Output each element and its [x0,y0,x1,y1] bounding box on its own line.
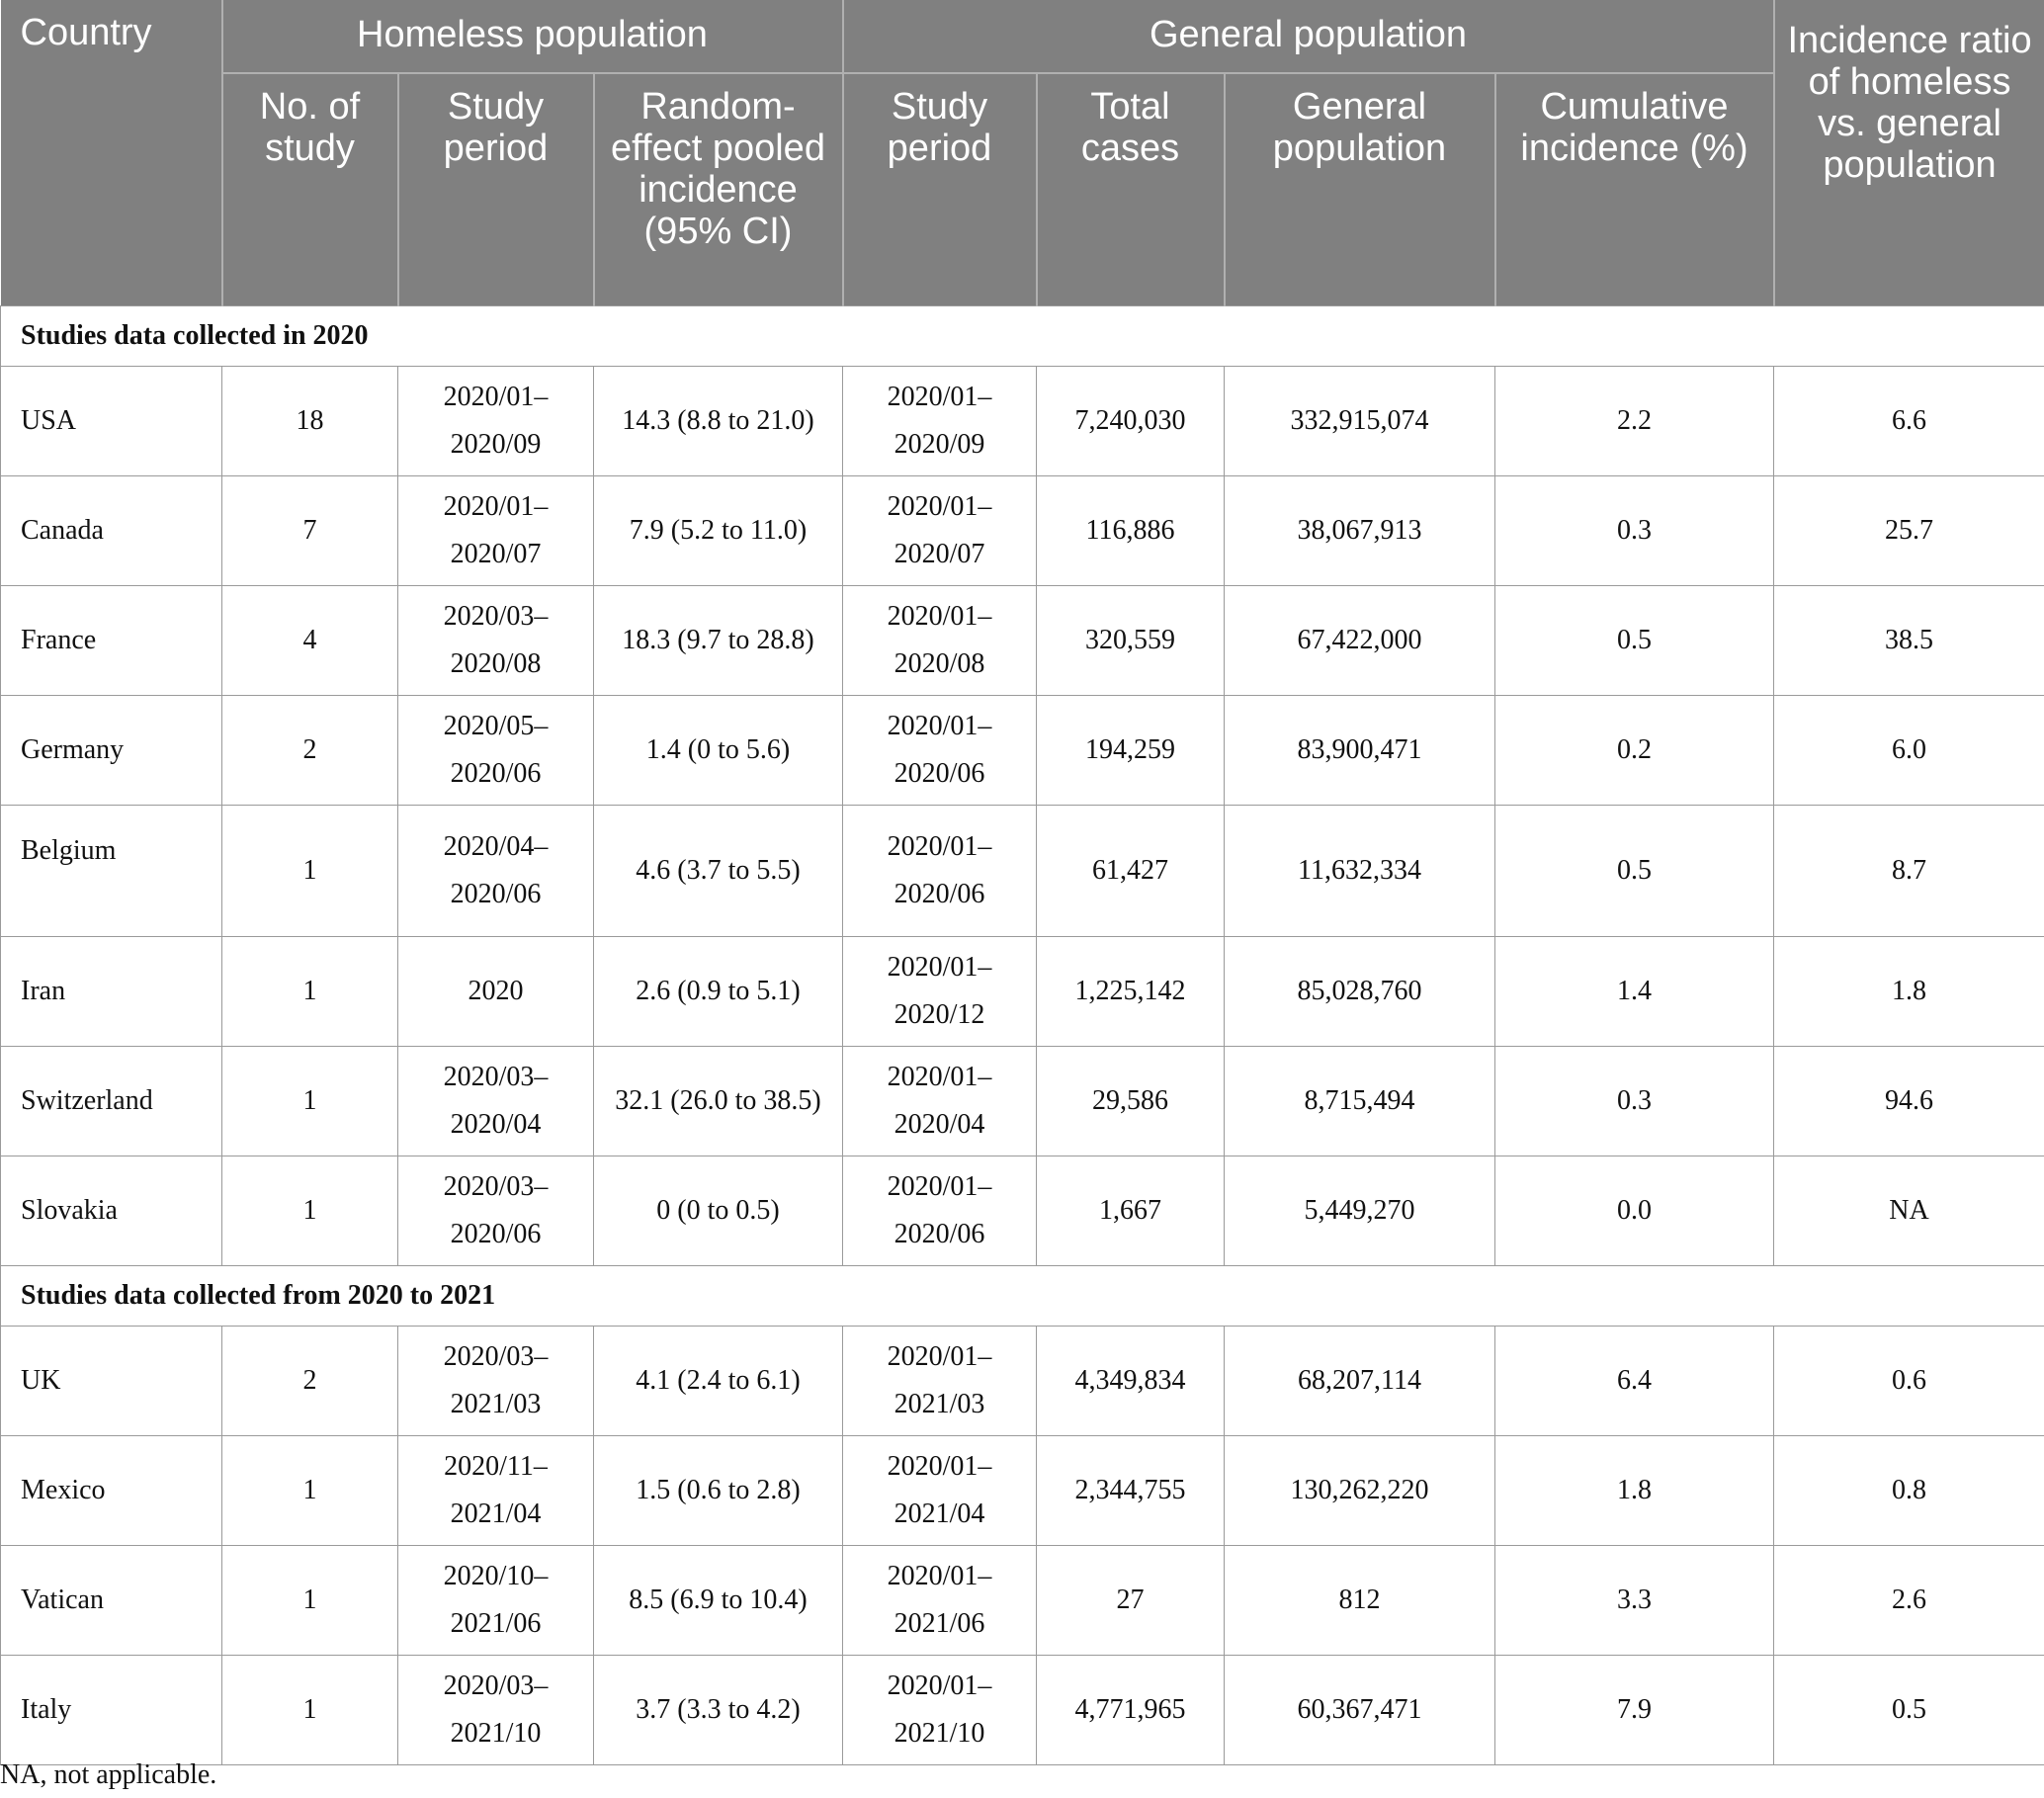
cell-pooled-incidence: 0 (0 to 0.5) [594,1156,843,1265]
cell-no-of-study: 2 [222,1326,398,1435]
cell-general-population: 5,449,270 [1225,1156,1495,1265]
cell-no-of-study: 1 [222,805,398,936]
cell-homeless-study-period: 2020 [398,936,594,1046]
cell-homeless-study-period: 2020/03– 2021/03 [398,1326,594,1435]
cell-general-study-period: 2020/01– 2021/03 [843,1326,1037,1435]
cell-general-study-period: 2020/01– 2020/06 [843,695,1037,805]
footnote: NA, not applicable. [0,1759,217,1790]
cell-pooled-incidence: 7.9 (5.2 to 11.0) [594,475,843,585]
cell-cumulative-incidence: 0.3 [1495,1046,1774,1156]
cell-no-of-study: 1 [222,1156,398,1265]
cell-pooled-incidence: 4.6 (3.7 to 5.5) [594,805,843,936]
cell-homeless-study-period: 2020/03– 2020/08 [398,585,594,695]
cell-total-cases: 320,559 [1037,585,1225,695]
section-header-row [1,1265,2044,1326]
cell-incidence-ratio: 0.8 [1774,1435,2044,1545]
table-row [1,1545,2044,1655]
cell-cumulative-incidence: 0.0 [1495,1156,1774,1265]
section-title: Studies data collected from 2020 to 2021 [1,1265,2044,1326]
cell-country: Iran [1,936,222,1046]
cell-homeless-study-period: 2020/01– 2020/09 [398,366,594,475]
header-pooled-incidence: Random-effect pooled incidence (95% CI) [594,73,843,305]
section-title: Studies data collected in 2020 [1,305,2044,366]
table-row [1,805,2044,936]
cell-country: Germany [1,695,222,805]
table-row [1,1046,2044,1156]
cell-homeless-study-period: 2020/11– 2021/04 [398,1435,594,1545]
cell-incidence-ratio: 8.7 [1774,805,2044,936]
cell-cumulative-incidence: 1.8 [1495,1435,1774,1545]
header-total-cases: Total cases [1037,73,1225,305]
cell-total-cases: 29,586 [1037,1046,1225,1156]
cell-total-cases: 1,225,142 [1037,936,1225,1046]
table-row [1,1326,2044,1435]
cell-country: Mexico [1,1435,222,1545]
cell-pooled-incidence: 1.5 (0.6 to 2.8) [594,1435,843,1545]
cell-general-population: 332,915,074 [1225,366,1495,475]
cell-general-population: 38,067,913 [1225,475,1495,585]
cell-no-of-study: 1 [222,1655,398,1764]
table-row [1,936,2044,1046]
cell-country: UK [1,1326,222,1435]
header-homeless-study-period: Study period [398,73,594,305]
cell-no-of-study: 1 [222,1435,398,1545]
cell-incidence-ratio: 38.5 [1774,585,2044,695]
cell-general-population: 812 [1225,1545,1495,1655]
cell-homeless-study-period: 2020/04– 2020/06 [398,805,594,936]
cell-general-study-period: 2020/01– 2020/06 [843,805,1037,936]
cell-general-population: 68,207,114 [1225,1326,1495,1435]
cell-general-population: 83,900,471 [1225,695,1495,805]
cell-general-study-period: 2020/01– 2021/06 [843,1545,1037,1655]
header-homeless-population: Homeless population [222,0,843,73]
cell-no-of-study: 18 [222,366,398,475]
cell-homeless-study-period: 2020/10– 2021/06 [398,1545,594,1655]
header-no-of-study: No. of study [222,73,398,305]
cell-pooled-incidence: 14.3 (8.8 to 21.0) [594,366,843,475]
cell-incidence-ratio: 2.6 [1774,1545,2044,1655]
cell-cumulative-incidence: 6.4 [1495,1326,1774,1435]
cell-incidence-ratio: 1.8 [1774,936,2044,1046]
cell-general-population: 67,422,000 [1225,585,1495,695]
cell-general-study-period: 2020/01– 2020/09 [843,366,1037,475]
cell-homeless-study-period: 2020/03– 2020/06 [398,1156,594,1265]
section-header-row [1,305,2044,366]
cell-total-cases: 4,771,965 [1037,1655,1225,1764]
cell-total-cases: 27 [1037,1545,1225,1655]
cell-country: Switzerland [1,1046,222,1156]
table-body [1,305,2044,1764]
cell-no-of-study: 1 [222,936,398,1046]
cell-no-of-study: 4 [222,585,398,695]
cell-country: Slovakia [1,1156,222,1265]
cell-homeless-study-period: 2020/05– 2020/06 [398,695,594,805]
cell-total-cases: 116,886 [1037,475,1225,585]
cell-incidence-ratio: 94.6 [1774,1046,2044,1156]
cell-total-cases: 61,427 [1037,805,1225,936]
cell-general-population: 85,028,760 [1225,936,1495,1046]
cell-cumulative-incidence: 0.3 [1495,475,1774,585]
header-incidence-ratio: Incidence ratio of homeless vs. general population [1774,0,2044,305]
cell-no-of-study: 7 [222,475,398,585]
cell-cumulative-incidence: 7.9 [1495,1655,1774,1764]
header-cumulative-incidence: Cumulative incidence (%) [1495,73,1774,305]
cell-country: France [1,585,222,695]
cell-general-population: 11,632,334 [1225,805,1495,936]
table-row [1,1156,2044,1265]
cell-general-population: 60,367,471 [1225,1655,1495,1764]
cell-general-study-period: 2020/01– 2020/07 [843,475,1037,585]
cell-total-cases: 2,344,755 [1037,1435,1225,1545]
cell-incidence-ratio: 6.6 [1774,366,2044,475]
table-row [1,585,2044,695]
header-general-population: General population [843,0,1774,73]
header-general-study-period: Study period [843,73,1037,305]
cell-pooled-incidence: 32.1 (26.0 to 38.5) [594,1046,843,1156]
cell-pooled-incidence: 4.1 (2.4 to 6.1) [594,1326,843,1435]
cell-general-population: 130,262,220 [1225,1435,1495,1545]
header-general-population-count: General population [1225,73,1495,305]
cell-cumulative-incidence: 0.5 [1495,805,1774,936]
cell-general-study-period: 2020/01– 2021/04 [843,1435,1037,1545]
cell-general-study-period: 2020/01– 2020/12 [843,936,1037,1046]
cell-cumulative-incidence: 3.3 [1495,1545,1774,1655]
cell-general-study-period: 2020/01– 2020/04 [843,1046,1037,1156]
cell-cumulative-incidence: 1.4 [1495,936,1774,1046]
cell-no-of-study: 1 [222,1545,398,1655]
cell-pooled-incidence: 8.5 (6.9 to 10.4) [594,1545,843,1655]
cell-general-study-period: 2020/01– 2021/10 [843,1655,1037,1764]
cell-country: Vatican [1,1545,222,1655]
cell-pooled-incidence: 1.4 (0 to 5.6) [594,695,843,805]
cell-total-cases: 4,349,834 [1037,1326,1225,1435]
table-row [1,1435,2044,1545]
cell-no-of-study: 1 [222,1046,398,1156]
cell-homeless-study-period: 2020/03– 2020/04 [398,1046,594,1156]
cell-country: Belgium [1,805,222,936]
cell-incidence-ratio: 0.5 [1774,1655,2044,1764]
cell-general-study-period: 2020/01– 2020/08 [843,585,1037,695]
cell-pooled-incidence: 18.3 (9.7 to 28.8) [594,585,843,695]
cell-incidence-ratio: 6.0 [1774,695,2044,805]
cell-incidence-ratio: 0.6 [1774,1326,2044,1435]
table-header [1,0,2044,305]
cell-cumulative-incidence: 0.2 [1495,695,1774,805]
table-row [1,695,2044,805]
cell-country: Canada [1,475,222,585]
cell-homeless-study-period: 2020/03– 2021/10 [398,1655,594,1764]
cell-total-cases: 1,667 [1037,1156,1225,1265]
cell-pooled-incidence: 2.6 (0.9 to 5.1) [594,936,843,1046]
cell-country: USA [1,366,222,475]
cell-cumulative-incidence: 0.5 [1495,585,1774,695]
cell-incidence-ratio: NA [1774,1156,2044,1265]
table-row [1,475,2044,585]
cell-total-cases: 7,240,030 [1037,366,1225,475]
cell-general-population: 8,715,494 [1225,1046,1495,1156]
cell-general-study-period: 2020/01– 2020/06 [843,1156,1037,1265]
cell-total-cases: 194,259 [1037,695,1225,805]
table-row [1,366,2044,475]
header-country: Country [1,0,222,305]
cell-pooled-incidence: 3.7 (3.3 to 4.2) [594,1655,843,1764]
cell-incidence-ratio: 25.7 [1774,475,2044,585]
cell-homeless-study-period: 2020/01– 2020/07 [398,475,594,585]
cell-no-of-study: 2 [222,695,398,805]
table-row [1,1655,2044,1764]
cell-cumulative-incidence: 2.2 [1495,366,1774,475]
cell-country: Italy [1,1655,222,1764]
